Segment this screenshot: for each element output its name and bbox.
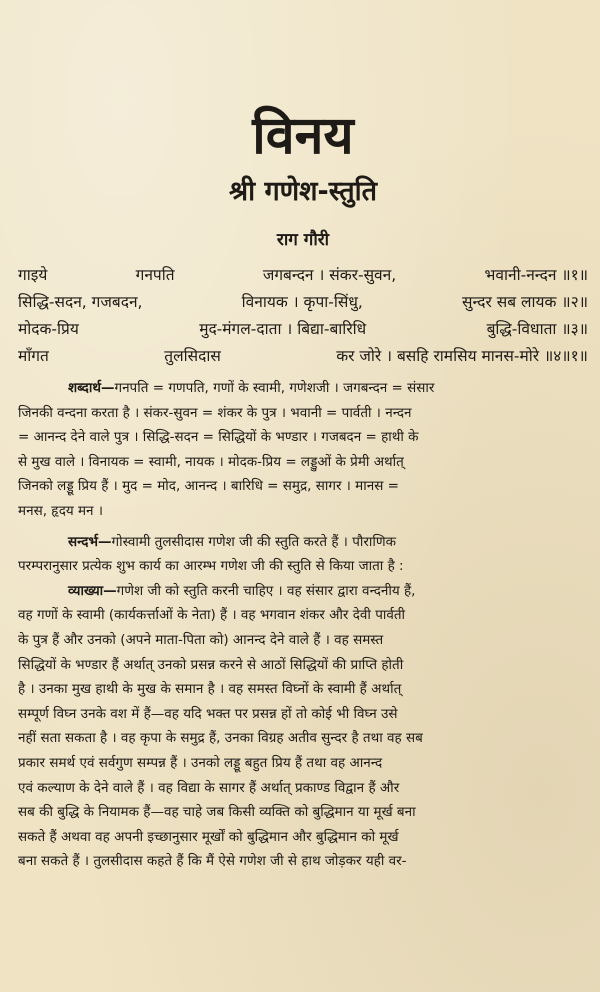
shabdarth-label: शब्दार्थ— [68, 380, 115, 396]
page-title: विनय [252, 106, 354, 166]
verse-line: गाइये गनपति जगबन्दन । संकर-सुवन, भवानी-नन्दन ॥१॥ [18, 266, 588, 284]
paragraph-line: प्रकार समर्थ एवं सर्वगुण सम्पन्न हैं । उनको लड्डू बहुत प्रिय हैं तथा वह आनन्द [18, 754, 383, 771]
verse-block [18, 262, 588, 370]
verse-line: सिद्धि-सदन, गजबदन, विनायक । कृपा-सिंधु, सुन्दर सब लायक ॥२॥ [18, 293, 588, 311]
paragraph-line: सब की बुद्धि के नियामक हैं—वह चाहे जब किसी व्यक्ति को बुद्धिमान या मूर्ख बना [18, 804, 416, 821]
paragraph-line: शब्दार्थ—गनपति = गणपति, गणों के स्वामी, गणेशजी । जगबन्दन = संसार [68, 380, 435, 396]
sandarbh-label: सन्दर्भ— [68, 533, 112, 550]
paragraph-line: नहीं सता सकता है । वह कृपा के समुद्र हैं, उनका विग्रह अतीव सुन्दर है तथा वह सब [18, 730, 423, 747]
paragraph-line: परम्परानुसार प्रत्येक शुभ कार्य का आरम्भ गणेश जी की स्तुति से किया जाता है : [18, 558, 404, 575]
paragraph-line: सकते हैं अथवा वह अपनी इच्छानुसार मूर्खों को बुद्धिमान और बुद्धिमान को मूर्ख [18, 828, 399, 845]
paragraph-line: वह गणों के स्वामी (कार्यकर्त्ताओं के नेता) हैं । वह भगवान शंकर और देवी पार्वती [18, 607, 406, 624]
paragraph-line: = आनन्द देने वाले पुत्र । सिद्धि-सदन = सिद्धियों के भण्डार । गजबदन = हाथी के [18, 429, 419, 446]
paragraph-line: के पुत्र हैं और उनको (अपने माता-पिता को) आनन्द देने वाले हैं । वह समस्त [18, 631, 384, 648]
verse-line: मोदक-प्रिय मुद-मंगल-दाता । बिद्या-बारिधि बुद्धि-विधाता ॥३॥ [18, 320, 588, 338]
paragraph-line: मनस, हृदय मन । [18, 502, 103, 519]
paragraph-line: व्याख्या—गणेश जी को स्तुति करनी चाहिए । वह संसार द्वारा वन्दनीय हैं, [68, 582, 416, 599]
vyakhya-paragraph [18, 579, 588, 874]
section-title: श्री गणेश-स्तुति [228, 176, 378, 207]
paragraph-line: से मुख वाले । विनायक = स्वामी, नायक । मोदक-प्रिय = लड्डुओं के प्रेमी अर्थात् [18, 453, 404, 470]
shabdarth-paragraph [18, 376, 588, 524]
paragraph-line: सम्पूर्ण विघ्न उनके वश में हैं—वह यदि भक्त पर प्रसन्न हों तो कोई भी विघ्न उसे [18, 705, 398, 722]
paragraph-line: जिनको लड्डू प्रिय हैं । मुद = मोद, आनन्द । बारिधि = समुद्र, सागर । मानस = [18, 478, 399, 495]
paragraph-line: एवं कल्याण के देने वाले हैं । वह विद्या के सागर हैं अर्थात् प्रकाण्ड विद्वान हैं और [18, 779, 400, 796]
paragraph-line: सिद्धियों के भण्डार हैं अर्थात् उनको प्रसन्न करने से आठों सिद्धियों की प्राप्ति होती [18, 656, 404, 673]
verse-line: माँगत तुलसिदास कर जोरे । बसहि रामसिय मानस-मोरे ॥४॥१॥ [18, 347, 588, 365]
page-content [18, 104, 588, 874]
raga-heading: राग गौरी [276, 230, 330, 250]
sandarbh-paragraph [18, 530, 588, 579]
paragraph-line: बना सकते हैं । तुलसीदास कहते हैं कि मैं ऐसे गणेश जी से हाथ जोड़कर यही वर- [18, 853, 407, 870]
paragraph-line: जिनकी वन्दना करता है । संकर-सुवन = शंकर के पुत्र । भवानी = पार्वती । नन्दन [18, 404, 412, 421]
paragraph-line: है । उनका मुख हाथी के मुख के समान है । वह समस्त विघ्नों के स्वामी हैं अर्थात् [18, 681, 402, 698]
vyakhya-label: व्याख्या— [68, 582, 117, 599]
show-through-text [10, 4, 590, 88]
paragraph-line: सन्दर्भ—गोस्वामी तुलसीदास गणेश जी की स्तुति करते हैं । पौराणिक [68, 533, 397, 550]
